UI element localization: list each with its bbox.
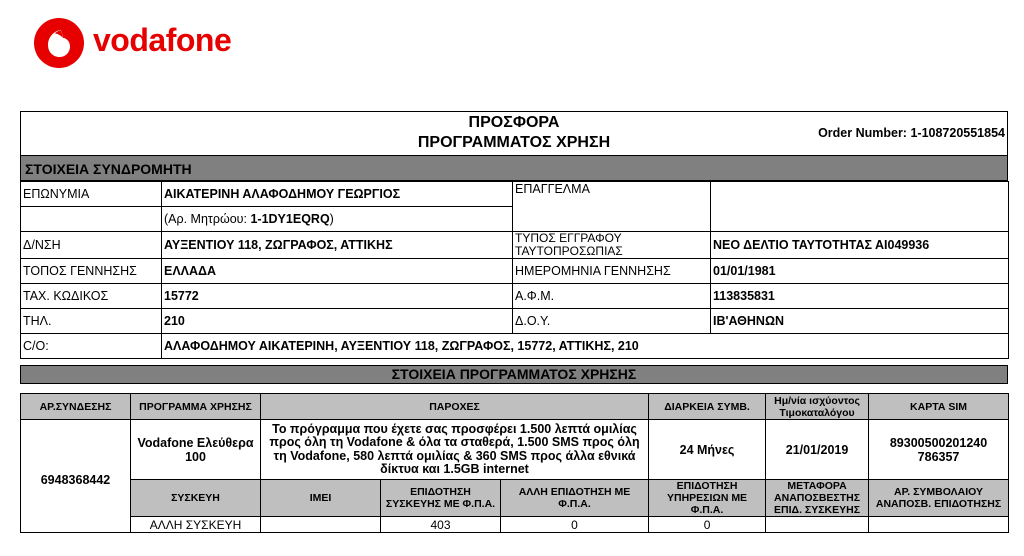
address-label: Δ/ΝΣΗ [21, 232, 162, 259]
registry-number [162, 207, 513, 232]
order-number [818, 126, 1005, 140]
registry-value: 1-1DY1EQRQ [250, 212, 330, 226]
id-type-value: ΝΕΟ ΔΕΛΤΙΟ ΤΑΥΤΟΤΗΤΑΣ ΑΙ049936 [711, 232, 1009, 259]
title-line-2: ΠΡΟΓΡΑΜΜΑΤΟΣ ΧΡΗΣΗ [417, 134, 611, 151]
afm-value: 113835831 [711, 284, 1009, 309]
order-number-label: Order Number: [818, 126, 907, 140]
line-number: 6948368442 [21, 420, 131, 533]
device-subsidy-value: 403 [381, 517, 501, 533]
document-header [20, 111, 1008, 155]
header-line-number: ΑΡ.ΣΥΝΔΕΣΗΣ [21, 394, 131, 420]
header-duration: ΔΙΑΡΚΕΙΑ ΣΥΜΒ. [649, 394, 766, 420]
header-pricelist-date: Ημ/νία ισχύοντος Τιμοκαταλόγου [766, 394, 869, 420]
imei-value [261, 517, 381, 533]
sim-card-number: 89300500201240 786357 [869, 420, 1009, 480]
birthplace-label: ΤΟΠΟΣ ΓΕΝΝΗΣΗΣ [21, 259, 162, 284]
header-device-subsidy: ΕΠΙΔΟΤΗΣΗ ΣΥΣΚΕΥΗΣ ΜΕ Φ.Π.Α. [381, 480, 501, 517]
doy-label: Δ.Ο.Υ. [513, 309, 711, 334]
header-contract-number: ΑΡ. ΣΥΜΒΟΛΑΙΟΥ ΑΝΑΠΟΣΒ. ΕΠΙΔΟΤΗΣΗΣ [869, 480, 1009, 517]
name-label-spacer [21, 207, 162, 232]
plan-name: Vodafone Ελεύθερα 100 [131, 420, 261, 480]
vodafone-logo [34, 18, 254, 72]
contract-duration: 24 Μήνες [649, 420, 766, 480]
subscriber-section-title: ΣΤΟΙΧΕΙΑ ΣΥΝΔΡΟΜΗΤΗ [20, 155, 1008, 181]
profession-value [711, 182, 1009, 232]
header-sim: ΚΑΡΤΑ SIM [869, 394, 1009, 420]
name-label: ΕΠΩΝΥΜΙΑ [21, 182, 162, 207]
address-value: ΑΥΞΕΝΤΙΟΥ 118, ΖΩΓΡΑΦΟΣ, ΑΤΤΙΚΗΣ [162, 232, 513, 259]
header-benefits: ΠΑΡΟΧΕΣ [261, 394, 649, 420]
profession-label: ΕΠΑΓΓΕΛΜΑ [513, 182, 711, 232]
service-subsidy-value: 0 [649, 517, 766, 533]
birthplace-value: ΕΛΛΑΔΑ [162, 259, 513, 284]
brand-name: vodafone [93, 22, 232, 58]
header-device: ΣΥΣΚΕΥΗ [131, 480, 261, 517]
title-line-1: ΠΡΟΣΦΟΡΑ [468, 114, 560, 131]
program-table [20, 393, 1009, 533]
pricelist-date: 21/01/2019 [766, 420, 869, 480]
birthdate-label: ΗΜΕΡΟΜΗΝΙΑ ΓΕΝΝΗΣΗΣ [513, 259, 711, 284]
co-label: C/O: [21, 334, 162, 359]
program-section-title: ΣΤΟΙΧΕΙΑ ΠΡΟΓΡΑΜΜΑΤΟΣ ΧΡΗΣΗΣ [20, 365, 1008, 384]
postal-code-label: ΤΑΧ. ΚΩΔΙΚΟΣ [21, 284, 162, 309]
header-imei: IMEI [261, 480, 381, 517]
header-service-subsidy: ΕΠΙΔΟΤΗΣΗ ΥΠΗΡΕΣΙΩΝ ΜΕ Φ.Π.Α. [649, 480, 766, 517]
subscriber-table [20, 181, 1009, 359]
header-transfer: ΜΕΤΑΦΟΡΑ ΑΝΑΠΟΣΒΕΣΤΗΣ ΕΠΙΔ. ΣΥΣΚΕΥΗΣ [766, 480, 869, 517]
phone-value: 210 [162, 309, 513, 334]
postal-code-value: 15772 [162, 284, 513, 309]
registry-prefix: (Αρ. Μητρώου: [164, 212, 251, 226]
name-value: ΑΙΚΑΤΕΡΙΝΗ ΑΛΑΦΟΔΗΜΟΥ ΓΕΩΡΓΙΟΣ [162, 182, 513, 207]
co-value: ΑΛΑΦΟΔΗΜΟΥ ΑΙΚΑΤΕΡΙΝΗ, ΑΥΞΕΝΤΙΟΥ 118, ΖΩΓΡΑΦΟΣ, 15772, ΑΤΤΙΚΗΣ, 210 [162, 334, 1009, 359]
order-number-value: 1-108720551854 [910, 126, 1005, 140]
birthdate-value: 01/01/1981 [711, 259, 1009, 284]
contract-number-value [869, 517, 1009, 533]
offer-document [20, 111, 1008, 533]
device-value: ΑΛΛΗ ΣΥΣΚΕΥΗ [131, 517, 261, 533]
other-subsidy-value: 0 [501, 517, 649, 533]
doy-value: ΙΒ'ΑΘΗΝΩΝ [711, 309, 1009, 334]
afm-label: Α.Φ.Μ. [513, 284, 711, 309]
phone-label: ΤΗΛ. [21, 309, 162, 334]
transfer-value [766, 517, 869, 533]
registry-suffix: ) [329, 212, 334, 226]
benefits-text: Το πρόγραμμα που έχετε σας προσφέρει 1.500 λεπτά ομιλίας προς όλη τη Vodafone & όλα τα σταθερά, 1.500 SMS προς όλη τη Vodafone, 580 λεπτά ομιλίας & 360 SMS προς άλλα εθνικά δίκτυα και 1.5GB internet [261, 420, 649, 480]
header-other-subsidy: ΑΛΛΗ ΕΠΙΔΟΤΗΣΗ ΜΕ Φ.Π.Α. [501, 480, 649, 517]
id-type-label: ΤΥΠΟΣ ΕΓΓΡΑΦΟΥ ΤΑΥΤΟΠΡΟΣΩΠΙΑΣ [513, 232, 711, 259]
header-plan: ΠΡΟΓΡΑΜΜΑ ΧΡΗΣΗΣ [131, 394, 261, 420]
vodafone-speechmark-icon [34, 18, 84, 68]
